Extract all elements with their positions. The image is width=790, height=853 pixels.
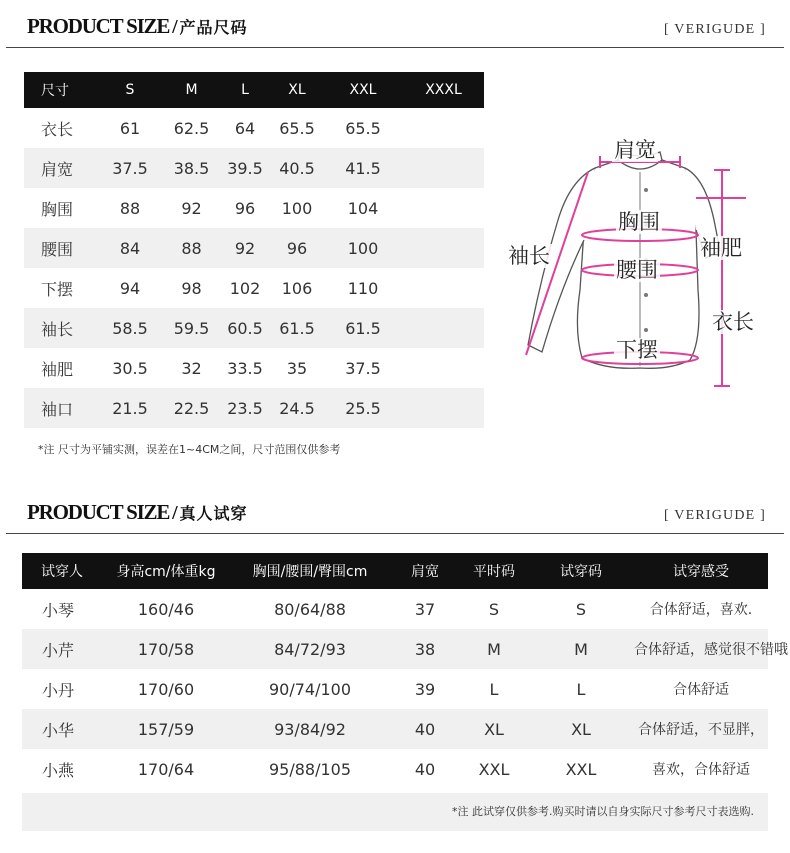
table-row (24, 148, 484, 188)
table-cell: 22.5 (164, 388, 219, 428)
section-title-en: PRODUCT SIZE (27, 14, 170, 38)
tryon-cell-hw: 157/59 (102, 709, 230, 749)
tryon-cell-tried: L (576, 679, 586, 699)
tryon-cell-feel: 合体舒适，喜欢. (649, 602, 753, 618)
tryon-table-header (22, 553, 768, 589)
brand-label: [ VERIGUDE ] (663, 508, 766, 523)
header-cell: 身高cm/体重kg (102, 553, 230, 589)
tryon-cell-body: 93/84/92 (230, 709, 390, 749)
table-cell (403, 388, 484, 428)
header-cell: XL (271, 72, 323, 108)
section-title-cn: 真人试穿 (179, 504, 248, 523)
table-cell: 61.5 (323, 308, 403, 348)
tryon-cell-usual: XXL (478, 759, 510, 779)
hem-label: 下摆 (616, 338, 658, 362)
row-label: 袖肥 (41, 359, 74, 379)
header-cell: 平时码 (460, 553, 528, 589)
header-cell: 试穿人 (22, 553, 102, 589)
table-cell: 84 (96, 228, 164, 268)
table-row (22, 749, 768, 789)
tryon-cell-shoulder: 38 (390, 629, 460, 669)
shoulder-label: 肩宽 (614, 138, 656, 162)
tryon-cell-feel: 合体舒适，感觉很不错哦 (634, 629, 768, 669)
tryon-note-row (22, 793, 768, 831)
header-cell: L (219, 72, 271, 108)
table-cell: 61 (119, 118, 141, 138)
table-cell: 94 (119, 278, 141, 298)
table-cell: 100 (281, 198, 313, 218)
table-cell (403, 268, 484, 308)
tryon-cell-body: 84/72/93 (230, 629, 390, 669)
tryon-cell-tried: XXL (565, 759, 597, 779)
row-label: 胸围 (41, 199, 74, 219)
table-cell: 32 (181, 358, 202, 378)
tryon-cell-name: 小芹 (22, 629, 102, 669)
table-cell (403, 348, 484, 388)
title-separator: / (172, 502, 177, 524)
table-cell: 59.5 (164, 308, 219, 348)
table-cell (403, 188, 484, 228)
table-row (22, 629, 768, 669)
table-cell: 24.5 (271, 388, 323, 428)
table-cell: 96 (234, 198, 256, 218)
table-cell: 62.5 (173, 118, 210, 138)
table-cell: 35 (286, 358, 308, 378)
table-row (24, 348, 484, 388)
table-cell: 102 (229, 278, 261, 298)
table-cell: 37.5 (96, 148, 164, 188)
table-row (24, 388, 484, 428)
size-note: *注 尺寸为平铺实测，误差在1~4CM之间，尺寸范围仅供参考 (38, 443, 341, 456)
brand-label: [ VERIGUDE ] (663, 22, 766, 37)
chest-label: 胸围 (618, 210, 660, 234)
table-row (24, 108, 484, 148)
table-cell: 88 (164, 228, 219, 268)
table-cell: 92 (181, 198, 202, 218)
table-row (24, 308, 484, 348)
header-cell: 试穿码 (528, 553, 634, 589)
tryon-note: *注 此试穿仅供参考.购买时请以自身实际尺寸参考尺寸表选购. (452, 805, 754, 818)
table-cell (403, 108, 484, 148)
tryon-cell-tried: S (575, 599, 587, 619)
table-cell: 106 (281, 278, 313, 298)
size-table-header (24, 72, 484, 108)
header-cell: XXXL (403, 72, 484, 108)
tryon-cell-hw: 170/58 (102, 629, 230, 669)
table-cell: 60.5 (219, 308, 271, 348)
table-cell: 33.5 (227, 358, 263, 378)
size-section-header (0, 8, 790, 48)
table-cell: 38.5 (164, 148, 219, 188)
tryon-cell-hw: 170/64 (137, 759, 195, 779)
row-label: 袖长 (24, 308, 96, 348)
tryon-cell-name: 小琴 (42, 600, 75, 620)
header-cell: 肩宽 (390, 553, 460, 589)
tryon-cell-usual: L (489, 679, 499, 699)
tryon-cell-feel: 合体舒适 (673, 682, 729, 698)
table-cell: 30.5 (112, 358, 148, 378)
tryon-cell-shoulder: 39 (414, 679, 436, 699)
table-cell: 25.5 (323, 388, 403, 428)
table-cell: 65.5 (345, 118, 381, 138)
row-label: 下摆 (41, 279, 74, 299)
section-divider (6, 533, 784, 534)
tryon-table (22, 553, 788, 789)
tryon-cell-feel: 合体舒适，不显胖， (634, 709, 768, 749)
row-label: 袖口 (24, 388, 96, 428)
table-row (24, 228, 484, 268)
tryon-cell-name: 小丹 (42, 680, 75, 700)
tryon-cell-name: 小华 (22, 709, 102, 749)
header-cell: 胸围/腰围/臀围cm (230, 553, 390, 589)
tryon-cell-tried: M (528, 629, 634, 669)
row-label: 衣长 (41, 119, 74, 139)
size-table (24, 72, 484, 428)
header-cell: 尺寸 (24, 72, 96, 108)
table-cell: 65.5 (279, 118, 315, 138)
table-row (24, 188, 484, 228)
section-title (27, 500, 248, 525)
table-cell: 37.5 (345, 358, 381, 378)
shirt-diagram (500, 130, 770, 390)
tryon-cell-usual: XL (460, 709, 528, 749)
row-label: 肩宽 (24, 148, 96, 188)
section-title-cn: 产品尺码 (179, 18, 248, 37)
tryon-cell-shoulder: 37 (414, 599, 436, 619)
section-title-en: PRODUCT SIZE (27, 500, 170, 524)
table-cell: 64 (234, 118, 256, 138)
tryon-cell-body: 95/88/105 (268, 759, 352, 779)
table-row (24, 268, 484, 308)
tryon-cell-tried: XL (528, 709, 634, 749)
tryon-cell-name: 小燕 (42, 760, 75, 780)
table-row (22, 669, 768, 709)
header-cell: M (164, 72, 219, 108)
table-cell: 23.5 (219, 388, 271, 428)
section-divider (6, 47, 784, 48)
table-cell: 110 (347, 278, 379, 298)
tryon-section-header (0, 494, 790, 534)
table-cell: 40.5 (271, 148, 323, 188)
tryon-cell-hw: 170/60 (137, 679, 195, 699)
table-cell: 21.5 (96, 388, 164, 428)
header-cell: 试穿感受 (634, 553, 768, 589)
table-cell: 92 (219, 228, 271, 268)
header-cell: XXL (323, 72, 403, 108)
row-label: 腰围 (24, 228, 96, 268)
table-cell: 61.5 (271, 308, 323, 348)
table-cell: 104 (347, 198, 379, 218)
tryon-cell-hw: 160/46 (137, 599, 195, 619)
tryon-cell-shoulder: 40 (390, 709, 460, 749)
header-cell: S (96, 72, 164, 108)
table-cell (403, 148, 484, 188)
waist-label: 腰围 (616, 258, 658, 282)
sleeve-length-label: 袖长 (508, 244, 550, 268)
table-row (22, 709, 768, 749)
table-cell (403, 308, 484, 348)
table-cell: 96 (271, 228, 323, 268)
table-row (22, 589, 768, 629)
tryon-cell-body: 90/74/100 (268, 679, 352, 699)
tryon-cell-shoulder: 40 (414, 759, 436, 779)
title-separator: / (172, 16, 177, 38)
table-cell: 98 (181, 278, 202, 298)
table-cell: 39.5 (219, 148, 271, 188)
tryon-cell-usual: M (460, 629, 528, 669)
section-title (27, 14, 248, 39)
table-cell: 88 (119, 198, 141, 218)
tryon-cell-usual: S (488, 599, 500, 619)
tryon-cell-feel: 喜欢，合体舒适 (652, 762, 750, 778)
table-cell (403, 228, 484, 268)
length-label: 衣长 (712, 310, 754, 334)
table-cell: 41.5 (323, 148, 403, 188)
tryon-cell-body: 80/64/88 (274, 599, 346, 619)
table-cell: 58.5 (96, 308, 164, 348)
sleeve-width-label: 袖肥 (700, 236, 742, 260)
table-cell: 100 (323, 228, 403, 268)
